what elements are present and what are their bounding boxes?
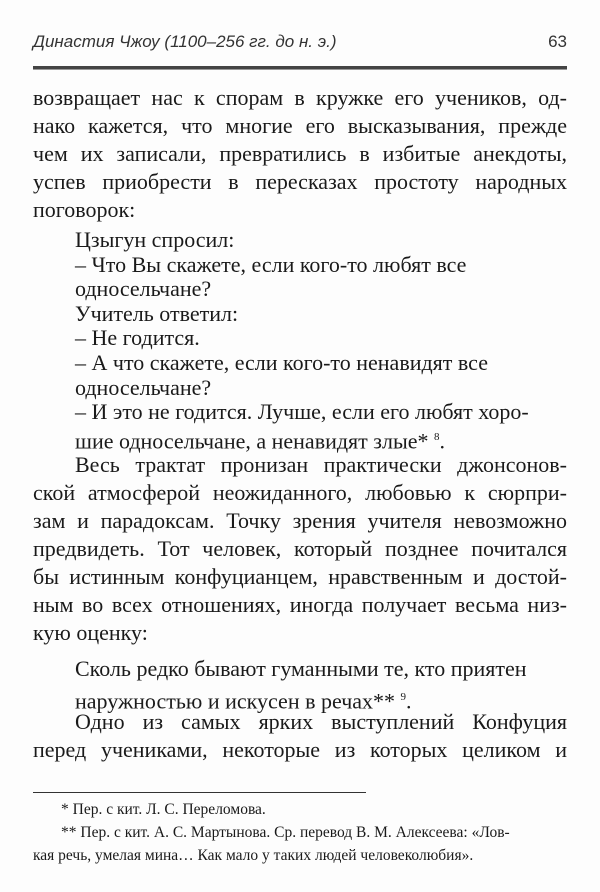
- text-line: нако кажется, что многие его высказывания, прежде: [33, 113, 567, 138]
- note-ref: 9: [400, 691, 407, 703]
- paragraph-1: [33, 84, 567, 224]
- footnote: кая речь, умелая мина… Как мало у таких людей человеколюбия».: [33, 847, 474, 864]
- text-line: Весь трактат пронизан практически джонсонов-: [75, 452, 567, 477]
- text-line: поговорок:: [33, 197, 136, 222]
- text-line: односельчане?: [75, 276, 212, 302]
- text-line: ской атмосферой неожиданного, любовью к сюрпри-: [33, 480, 567, 505]
- text-line: – И это не годится. Лучше, если его любят хоро-: [75, 399, 529, 425]
- text-line: возвращает нас к спорам в кружке его учеников, од-: [33, 85, 567, 110]
- paragraph-2: [33, 451, 567, 647]
- header-title: Династия Чжоу (1100–256 гг. до н. э.): [33, 32, 337, 51]
- header-rule: [33, 66, 567, 70]
- footnote: * Пер. с кит. Л. С. Переломова.: [61, 801, 266, 818]
- text-line: односельчане?: [75, 374, 212, 400]
- text-line: Одно из самых ярких выступлений Конфуция: [75, 709, 567, 734]
- text-line: бы истинным конфуцианцем, нравственным и достой-: [33, 564, 567, 589]
- text-line: зам и парадоксам. Точку зрения учителя невозможно: [33, 508, 567, 533]
- footnote-rule: [33, 792, 366, 793]
- text-line: предвидеть. Тот человек, который позднее почитался: [33, 536, 567, 561]
- text-line: кую оценку:: [33, 620, 148, 645]
- text-line: перед учениками, некоторые из которых целиком и: [33, 737, 567, 762]
- text-line: чем их записали, превратились в избитые анекдоты,: [33, 141, 567, 166]
- page-number: 63: [548, 32, 567, 51]
- text-line: – Не годится.: [75, 325, 200, 351]
- text-line: – А что скажете, если кого-то ненавидят все: [75, 349, 488, 375]
- text-line: шие односельчане, а ненавидят злые*: [75, 428, 429, 454]
- footnotes: [33, 798, 567, 867]
- text-line: успев приобрести в пересказах простоту народных: [33, 169, 567, 194]
- running-header: [33, 32, 567, 52]
- paragraph-3: [33, 708, 567, 764]
- text-line: наружностью и искусен в речах**: [75, 688, 396, 714]
- text-line: Учитель ответил:: [75, 300, 239, 326]
- footnote: ** Пер. с кит. А. С. Мартынова. Ср. перевод В. М. Алексеева: «Лов-: [61, 824, 510, 841]
- text-line: – Что Вы скажете, если кого-то любят все: [75, 251, 467, 277]
- text-line: Сколь редко бывают гуманными те, кто приятен: [75, 656, 527, 681]
- text-line: ным во всех отношениях, иногда получает весьма низ-: [33, 592, 567, 617]
- note-ref: 8: [434, 430, 440, 443]
- text-line: Цзыгун спросил:: [75, 227, 235, 252]
- quote-dialogue: Цзыгун спросил: – Что Вы скажете, если кого-то любят все односельчане? Учитель ответил: – Не годится. – А что скажете, если кого-то ненавидят все односельчане? – И это не годится. Лучше, если его любят хоро- шие односельчане, а ненавидят злые* $^8$.: [75, 228, 567, 454]
- quote-2: Сколь редко бывают гуманными те, кто приятен наружностью и искусен в речах** $^9$.: [75, 655, 567, 715]
